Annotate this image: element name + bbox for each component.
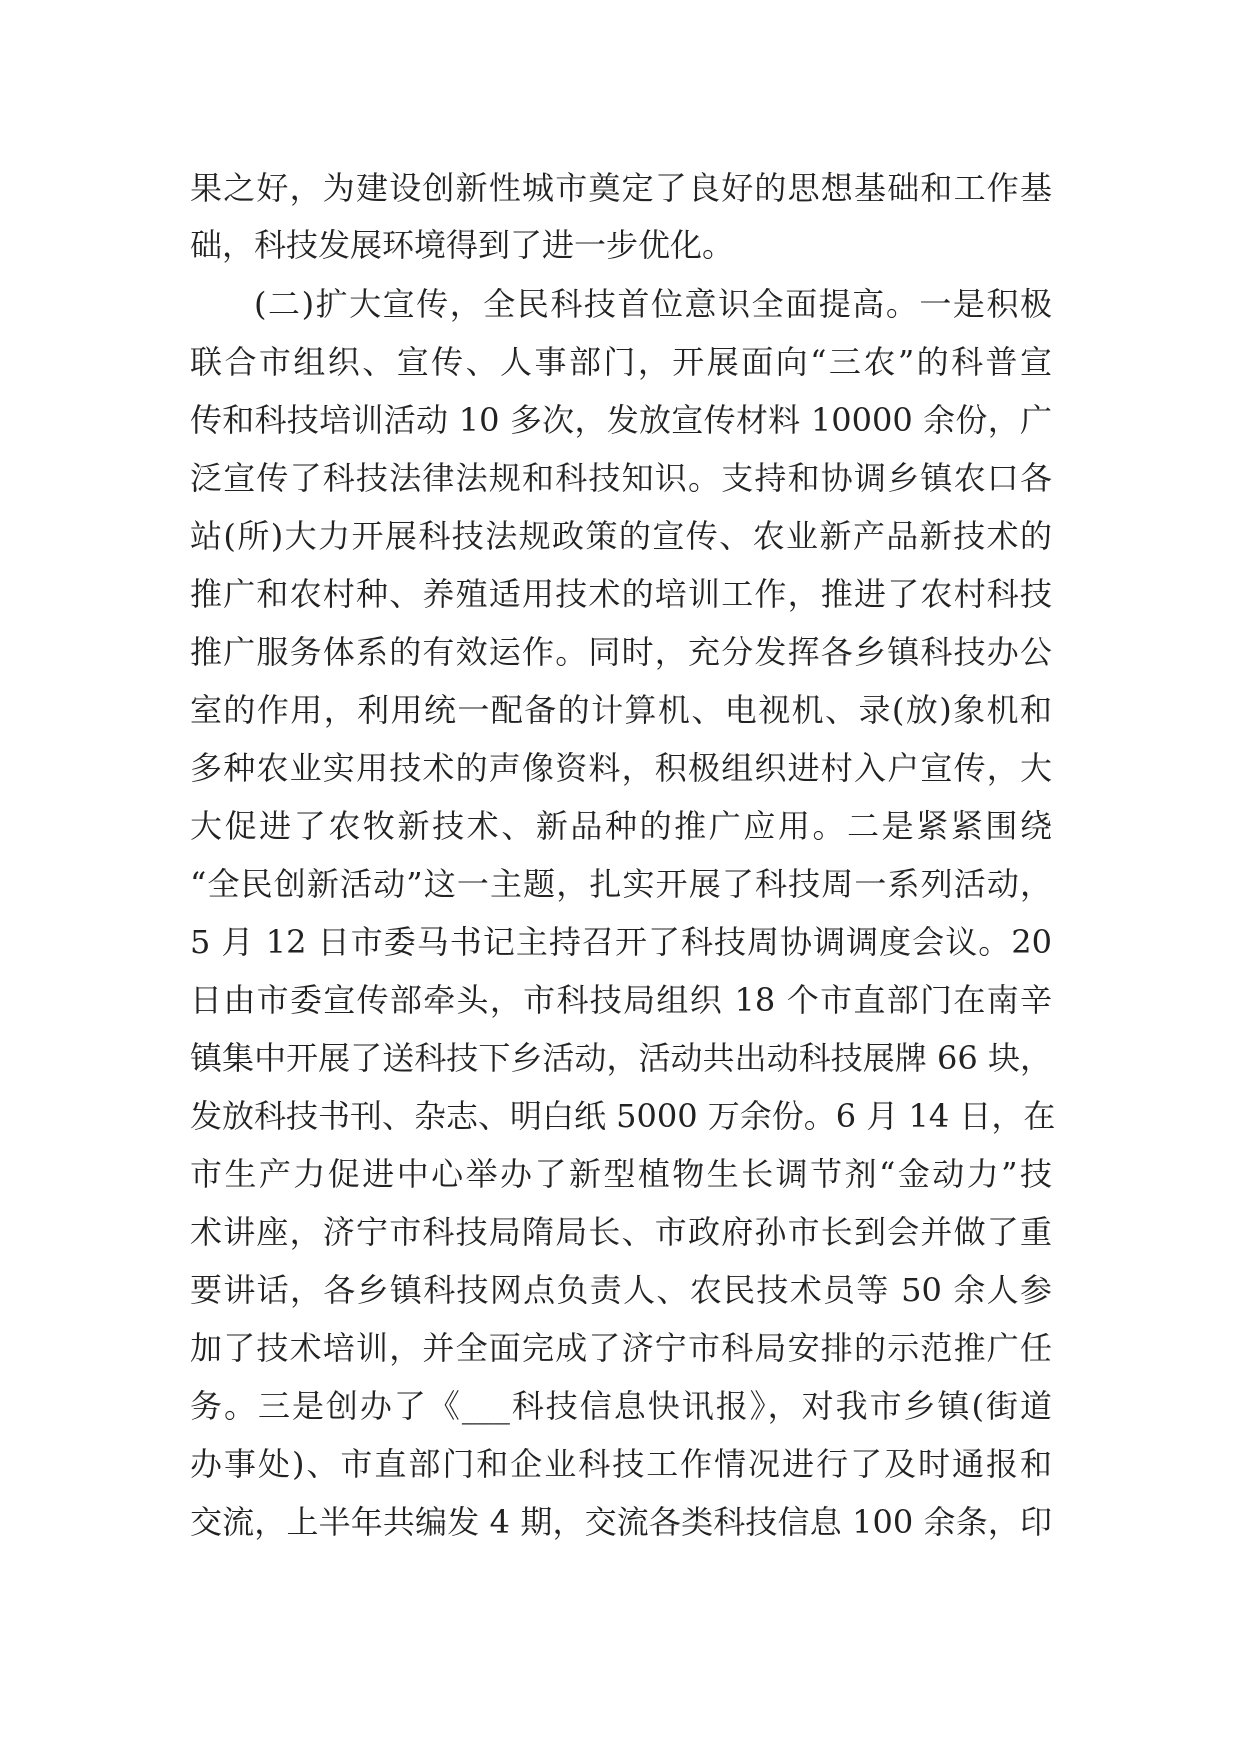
text-line-17: 发放科技书刊、杂志、明白纸 5000 万余份。6 月 14 日，在 [190,1097,1056,1135]
text-line-15: 日由市委宣传部牵头，市科技局组织 18 个市直部门在南辛 [190,981,1052,1019]
text-line-2: 础，科技发展环境得到了进一步优化。 [190,226,735,264]
text-line-7: 站(所)大力开展科技法规政策的宣传、农业新产品新技术的 [190,517,1052,555]
text-line-1: 果之好，为建设创新性城市奠定了良好的思想基础和工作基 [190,169,1052,207]
text-line-16: 镇集中开展了送科技下乡活动，活动共出动科技展牌 66 块， [190,1039,1052,1077]
text-line-21: 加了技术培训，并全面完成了济宁市科局安排的示范推广任 [190,1329,1052,1367]
text-line-6: 泛宣传了科技法律法规和科技知识。支持和协调乡镇农口各 [190,459,1052,497]
text-line-20: 要讲话，各乡镇科技网点负责人、农民技术员等 50 余人参 [190,1271,1052,1309]
text-line-23: 办事处)、市直部门和企业科技工作情况进行了及时通报和 [190,1445,1052,1483]
text-line-11: 多种农业实用技术的声像资料，积极组织进村入户宣传，大 [190,749,1052,787]
text-line-24: 交流，上半年共编发 4 期，交流各类科技信息 100 余条，印 [190,1503,1052,1541]
text-line-3: (二)扩大宣传，全民科技首位意识全面提高。一是积极 [254,285,1052,323]
text-line-8: 推广和农村种、养殖适用技术的培训工作，推进了农村科技 [190,575,1052,613]
text-line-9: 推广服务体系的有效运作。同时，充分发挥各乡镇科技办公 [190,633,1052,671]
text-line-12: 大促进了农牧新技术、新品种的推广应用。二是紧紧围绕 [190,807,1052,845]
text-line-19: 术讲座，济宁市科技局隋局长、市政府孙市长到会并做了重 [190,1213,1052,1251]
text-line-18: 市生产力促进中心举办了新型植物生长调节剂“金动力”技 [190,1155,1052,1193]
text-line-22: 务。三是创办了《___科技信息快讯报》，对我市乡镇(街道 [190,1387,1052,1425]
text-line-4: 联合市组织、宣传、人事部门，开展面向“三农”的科普宣 [190,343,1052,381]
text-line-10: 室的作用，利用统一配备的计算机、电视机、录(放)象机和 [190,691,1052,729]
text-line-13: “全民创新活动”这一主题，扎实开展了科技周一系列活动， [190,865,1052,903]
text-line-14: 5 月 12 日市委马书记主持召开了科技周协调调度会议。20 [190,923,1052,961]
text-line-5: 传和科技培训活动 10 多次，发放宣传材料 10000 余份，广 [190,401,1052,439]
